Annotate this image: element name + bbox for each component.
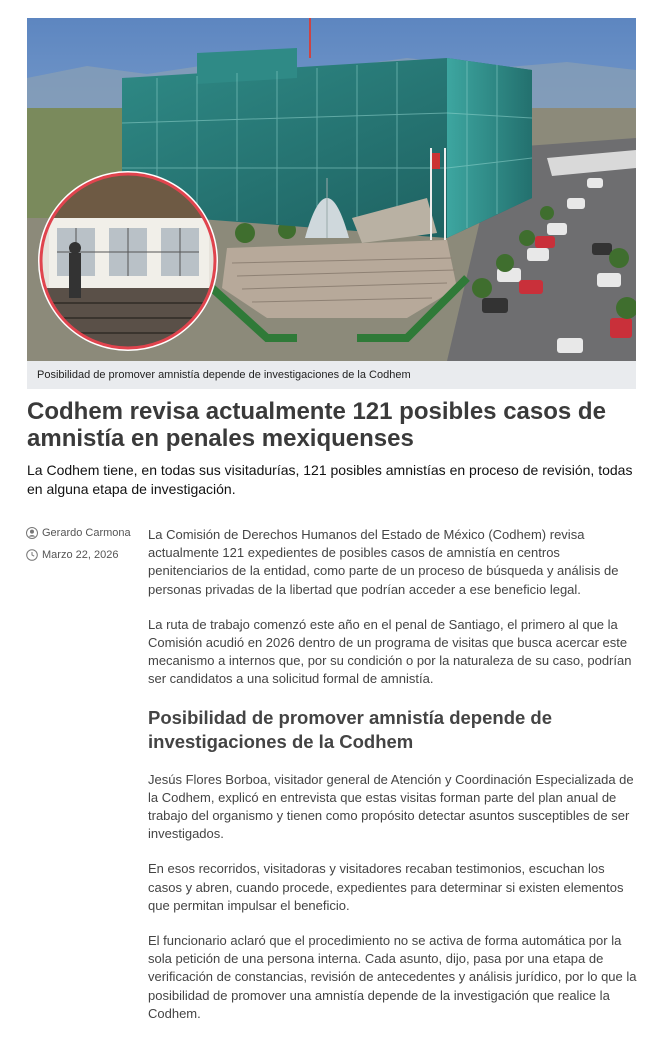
article-headline: Codhem revisa actualmente 121 posibles casos de amnistía en penales mexiquenses: [27, 398, 606, 452]
article-paragraph: La ruta de trabajo comenzó este año en el penal de Santiago, el primero al que la Comisión acudió en 2026 dentro de un programa de visitas que busca acercar este mecanismo a internos que, por su condición o por la naturaleza de su caso, podrían ser candidatos a una solicitud formal de amnistía.: [148, 616, 632, 687]
article-subheading: Posibilidad de promover amnistía depende de investigaciones de la Codhem: [148, 706, 553, 752]
article-body: [148, 526, 638, 1040]
article-paragraph: En esos recorridos, visitadoras y visitadores recaban testimonios, escuchan los casos y abren, cuando procede, expedientes para determinar si existen elementos que permitan impulsar el beneficio.: [148, 861, 624, 913]
user-icon: [26, 527, 38, 539]
author-name[interactable]: Gerardo Carmona: [42, 527, 131, 539]
article-meta: [26, 525, 136, 569]
clock-icon: [26, 549, 38, 561]
date-row: [26, 547, 136, 563]
author-row[interactable]: [26, 525, 136, 541]
article-paragraph: El funcionario aclaró que el procedimiento no se activa de forma automática por la sola petición de una persona interna. Cada asunto, dijo, pasa por una etapa de verificación de constancias, revisión de antecedentes y análisis jurídico, por lo que la posibilidad de promover una amnistía depende de la investigación que realice la Codhem.: [148, 933, 637, 1021]
image-caption: Posibilidad de promover amnistía depende de investigaciones de la Codhem: [27, 361, 636, 389]
article-lead: La Codhem tiene, en todas sus visitadurías, 121 posibles amnistías en proceso de revisión, todas en alguna etapa de investigación.: [27, 462, 633, 497]
publish-date: Marzo 22, 2026: [42, 549, 119, 561]
hero-image: [27, 18, 636, 361]
article-paragraph: La Comisión de Derechos Humanos del Estado de México (Codhem) revisa actualmente 121 expedientes de posibles casos de amnistía en centros penitenciarios de la entidad, como parte de un proceso de búsqueda y análisis de personas privadas de la libertad que podrían acceder a ese beneficio legal.: [148, 527, 619, 597]
article-paragraph: Jesús Flores Borboa, visitador general de Atención y Coordinación Especializada de la Codhem, explicó en entrevista que estas visitas forman parte del plan anual de trabajo del organismo y tienen como propósito detectar asuntos susceptibles de ser investigados.: [148, 771, 634, 842]
